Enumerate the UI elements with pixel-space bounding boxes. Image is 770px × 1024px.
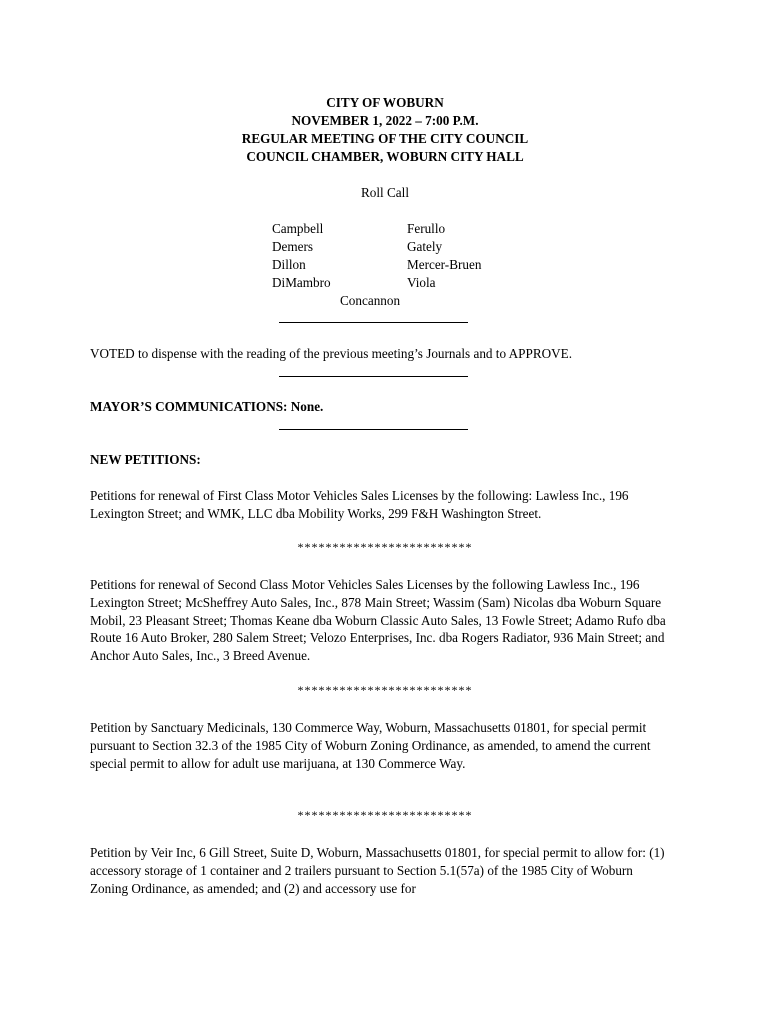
petition-paragraph: Petition by Veir Inc, 6 Gill Street, Suite D, Woburn, Massachusetts 01801, for special permit to allow for: (1) accessory storage of 1 container and 2 trailers pursuant to Section 5.1(57a) of the 1985 City of Woburn Zoning Ordinance, as amended; and (2) and accessory use for (90, 845, 665, 896)
mayors-communications: MAYOR’S COMMUNICATIONS: None. (90, 399, 324, 414)
council-member-center: Concannon (340, 293, 401, 308)
council-member: Mercer-Bruen (407, 257, 482, 272)
roll-call-left-column (272, 220, 331, 292)
council-member: Campbell (272, 221, 324, 236)
meeting-location: COUNCIL CHAMBER, WOBURN CITY HALL (246, 149, 524, 164)
separator-stars: ************************* (297, 808, 473, 822)
divider (279, 429, 468, 430)
roll-call-right-column (407, 220, 481, 292)
petition-paragraph: Petition by Sanctuary Medicinals, 130 Commerce Way, Woburn, Massachusetts 01801, for special permit pursuant to Section 32.3 of the 1985 City of Woburn Zoning Ordinance, as amended, to amend the current special permit to allow for adult use marijuana, at 130 Commerce Way. (90, 720, 651, 771)
voted-text: VOTED to dispense with the reading of the previous meeting’s Journals and to APPROVE. (90, 346, 573, 361)
council-member: Ferullo (407, 221, 446, 236)
council-member: DiMambro (272, 275, 331, 290)
roll-call-title: Roll Call (361, 185, 409, 200)
new-petitions-heading: NEW PETITIONS: (90, 452, 201, 467)
separator-stars: ************************* (297, 540, 473, 554)
divider (279, 322, 468, 323)
petition-paragraph: Petitions for renewal of Second Class Motor Vehicles Sales Licenses by the following Lawless Inc., 196 Lexington Street; McSheffrey Auto Sales, Inc., 878 Main Street; Wassim (Sam) Nicolas dba Woburn Square Mobil, 23 Pleasant Street; Thomas Keane dba Woburn Classic Auto Sales, 13 Fowle Street; Adamo Rufo dba Route 16 Auto Broker, 280 Salem Street; Velozo Enterprises, Inc. dba Rogers Radiator, 936 Main Street; and Anchor Auto Sales, Inc., 3 Breed Avenue. (90, 577, 666, 664)
council-member: Demers (272, 239, 314, 254)
council-member: Dillon (272, 257, 306, 272)
divider (279, 376, 468, 377)
petition-paragraph: Petitions for renewal of First Class Motor Vehicles Sales Licenses by the following: Lawless Inc., 196 Lexington Street; and WMK, LLC dba Mobility Works, 299 F&H Washington Street. (90, 488, 629, 521)
separator-stars: ************************* (297, 683, 473, 697)
council-member: Gately (407, 239, 443, 254)
city-title: CITY OF WOBURN (326, 95, 444, 110)
meeting-type: REGULAR MEETING OF THE CITY COUNCIL (241, 131, 529, 146)
council-member: Viola (407, 275, 436, 290)
meeting-date: NOVEMBER 1, 2022 – 7:00 P.M. (291, 113, 479, 128)
